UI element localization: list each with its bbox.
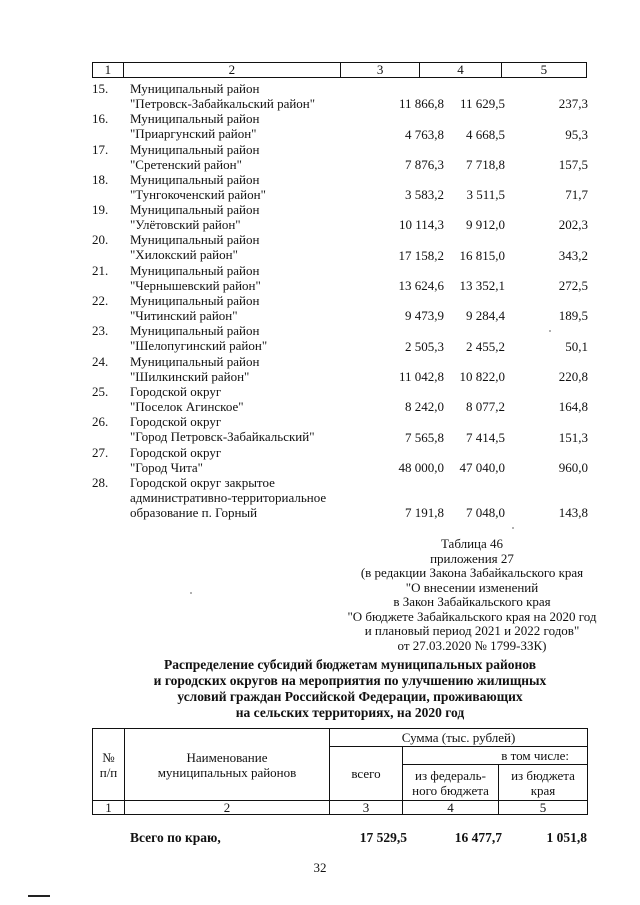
table-annotation: [322, 537, 622, 653]
row-name-line2: "Петровск-Забайкальский район": [130, 96, 316, 111]
row-name: [130, 81, 430, 111]
heading-line: и городских округов на мероприятия по улучшению жилищных: [153, 673, 547, 688]
row-name: [130, 323, 430, 353]
row-name-line1: Муниципальный район: [130, 323, 260, 339]
col-number-5: 5: [499, 801, 588, 815]
row-regional: 151,3: [558, 429, 588, 445]
footer-dash: [28, 895, 50, 897]
row-name-line1: Муниципальный район: [130, 111, 260, 127]
row-number: 20.: [92, 232, 109, 248]
table-row: [92, 232, 592, 262]
col-total-header: всего: [330, 747, 403, 801]
row-federal: 9 912,0: [466, 217, 505, 233]
row-total: 9 473,9: [405, 308, 444, 324]
total-federal: 16 477,7: [454, 830, 502, 845]
col-number-3: 3: [330, 801, 403, 815]
row-total: 13 624,6: [398, 278, 444, 294]
annotation-line: в Закон Забайкальского края: [393, 594, 551, 609]
row-regional: 237,3: [558, 96, 588, 112]
row-name-line1: Городской округ закрытое: [130, 474, 275, 490]
row-name-line2: "Город Чита": [130, 459, 203, 475]
table-row: [92, 172, 592, 202]
row-name-line3: образование п. Горный: [130, 504, 258, 520]
scan-speck: [512, 527, 514, 529]
row-federal: 2 455,2: [466, 338, 505, 354]
row-total: 2 505,3: [405, 338, 444, 354]
col-number-4: 4: [403, 801, 499, 815]
col-federal-header: из федераль- ного бюджета: [403, 765, 499, 801]
row-name: [130, 414, 430, 444]
row-regional: 202,3: [558, 217, 588, 233]
annotation-line: "О внесении изменений: [405, 579, 539, 595]
row-name-line2: "Поселок Агинское": [130, 398, 244, 414]
row-number: 25.: [92, 383, 109, 399]
table-row: [92, 354, 592, 384]
column-number-header: [92, 62, 587, 78]
row-name-line2: "Хилокский район": [130, 247, 238, 263]
row-number: 17.: [92, 141, 109, 157]
row-number: 16.: [92, 111, 109, 127]
row-name-line2: "Тунгокоченский район": [130, 186, 266, 202]
row-name-line1: Городской округ: [130, 444, 222, 460]
row-regional: 343,2: [558, 247, 588, 263]
row-name: [130, 172, 430, 202]
row-regional: 143,8: [558, 504, 588, 520]
row-federal: 7 718,8: [466, 156, 505, 172]
row-number: 24.: [92, 353, 109, 369]
total-regional: 1 051,8: [546, 830, 587, 845]
row-total: 7 876,3: [405, 156, 444, 172]
scan-speck: [190, 592, 192, 594]
table-row: [92, 142, 592, 172]
annotation-line: (в редакции Закона Забайкальского края: [360, 565, 584, 580]
row-total: 8 242,0: [405, 399, 444, 415]
row-number: 28.: [92, 474, 109, 490]
row-total: 10 114,3: [398, 217, 444, 233]
col-num-header: № п/п: [93, 729, 125, 801]
row-federal: 7 414,5: [466, 429, 505, 445]
row-total: 48 000,0: [398, 459, 444, 475]
row-number: 27.: [92, 444, 109, 460]
heading-line: условий граждан Российской Федерации, проживающих: [177, 689, 523, 704]
row-total: 17 158,2: [398, 247, 444, 263]
table-row: [92, 475, 592, 520]
row-federal: 3 511,5: [466, 187, 505, 203]
row-name-line2: "Сретенский район": [130, 156, 242, 172]
row-name-line2: "Чернышевский район": [130, 277, 261, 293]
row-number: 15.: [92, 81, 109, 96]
row-name-line1: Городской округ: [130, 414, 222, 430]
heading-line: на сельских территориях, на 2020 год: [235, 705, 465, 720]
table-row: [92, 81, 592, 111]
annotation-line: Таблица 46: [440, 536, 504, 551]
row-name-line1: Городской округ: [130, 383, 222, 399]
row-number: 22.: [92, 293, 109, 309]
table-row: [92, 202, 592, 232]
col-name-header: Наименование муниципальных районов: [125, 729, 330, 801]
row-name: [130, 232, 430, 262]
row-name: [130, 263, 430, 293]
row-name-line2: "Город Петровск-Забайкальский": [130, 429, 315, 445]
row-name-line1: Муниципальный район: [130, 171, 260, 187]
col-number-1: 1: [93, 801, 125, 815]
row-federal: 13 352,1: [459, 278, 505, 294]
row-number: 26.: [92, 414, 109, 430]
col-number-2: 2: [125, 801, 330, 815]
row-name: [130, 445, 430, 475]
scan-speck: [549, 330, 551, 332]
col-regional-header: из бюджета края: [499, 765, 588, 801]
row-name-line1: Муниципальный район: [130, 141, 260, 157]
table-row: [92, 414, 592, 444]
total-sum: 17 529,5: [359, 830, 407, 845]
row-number: 23.: [92, 323, 109, 339]
table-row: [92, 263, 592, 293]
row-regional: 960,0: [558, 459, 588, 475]
row-federal: 47 040,0: [459, 459, 505, 475]
table-row: [92, 293, 592, 323]
row-name-line2: "Улётовский район": [130, 217, 241, 233]
col-number-5: 5: [501, 63, 586, 78]
row-number: 19.: [92, 202, 109, 218]
row-federal: 9 284,4: [466, 308, 505, 324]
row-name: [130, 202, 430, 232]
row-name: [130, 142, 430, 172]
subsidy-table-header: [92, 728, 588, 815]
table-row: [92, 111, 592, 141]
row-regional: 164,8: [558, 399, 588, 415]
annotation-line: "О бюджете Забайкальского края на 2020 год: [347, 608, 597, 624]
row-regional: 189,5: [558, 308, 588, 324]
col-number-4: 4: [420, 63, 501, 78]
including-header: в том числе:: [403, 747, 588, 765]
row-federal: 8 077,2: [466, 399, 505, 415]
row-regional: 220,8: [558, 368, 588, 384]
row-federal: 7 048,0: [466, 504, 505, 520]
row-total: 11 866,8: [398, 96, 444, 112]
row-name-line1: Муниципальный район: [130, 293, 260, 309]
row-name-line1: Муниципальный район: [130, 232, 260, 248]
annotation-line: приложения 27: [430, 550, 514, 566]
row-federal: 10 822,0: [459, 368, 505, 384]
table-row: [92, 445, 592, 475]
table-heading: [100, 657, 600, 721]
row-name: [130, 293, 430, 323]
row-regional: 50,1: [565, 338, 588, 354]
row-regional: 272,5: [558, 278, 588, 294]
row-regional: 95,3: [565, 126, 588, 142]
col-number-3: 3: [340, 63, 419, 78]
total-label: Всего по краю,: [130, 830, 221, 845]
row-name: [130, 354, 430, 384]
sum-header: Сумма (тыс. рублей): [330, 729, 588, 747]
row-name-line1: Муниципальный район: [130, 353, 260, 369]
row-federal: 11 629,5: [459, 96, 505, 112]
row-number: 21.: [92, 262, 109, 278]
table-row: [92, 323, 592, 353]
row-total: 11 042,8: [398, 368, 444, 384]
row-name-line1: Муниципальный район: [130, 81, 260, 96]
row-name: [130, 475, 430, 520]
row-name-line1: Муниципальный район: [130, 202, 260, 218]
row-name: [130, 384, 430, 414]
heading-line: Распределение субсидий бюджетам муниципальных районов: [163, 657, 537, 672]
col-number-2: 2: [123, 63, 340, 78]
row-name-line2: "Приаргунский район": [130, 126, 257, 142]
row-name-line2: "Читинский район": [130, 308, 238, 324]
row-total: 7 191,8: [405, 504, 444, 520]
row-regional: 157,5: [558, 156, 588, 172]
annotation-line: и плановый период 2021 и 2022 годов": [364, 623, 580, 638]
row-regional: 71,7: [565, 187, 588, 203]
row-federal: 16 815,0: [459, 247, 505, 263]
row-name-line2: административно-территориальное: [130, 489, 327, 505]
col-number-1: 1: [93, 63, 124, 78]
page-number: 32: [313, 860, 327, 875]
row-name: [130, 111, 430, 141]
row-federal: 4 668,5: [466, 126, 505, 142]
row-number: 18.: [92, 171, 109, 187]
row-name-line2: "Шилкинский район": [130, 368, 250, 384]
table-row: [92, 384, 592, 414]
row-total: 7 565,8: [405, 429, 444, 445]
row-total: 4 763,8: [405, 126, 444, 142]
data-rows: [92, 81, 592, 520]
row-name-line1: Муниципальный район: [130, 262, 260, 278]
row-total: 3 583,2: [405, 187, 444, 203]
annotation-line: от 27.03.2020 № 1799-ЗЗК): [397, 637, 547, 653]
row-name-line2: "Шелопугинский район": [130, 338, 268, 354]
